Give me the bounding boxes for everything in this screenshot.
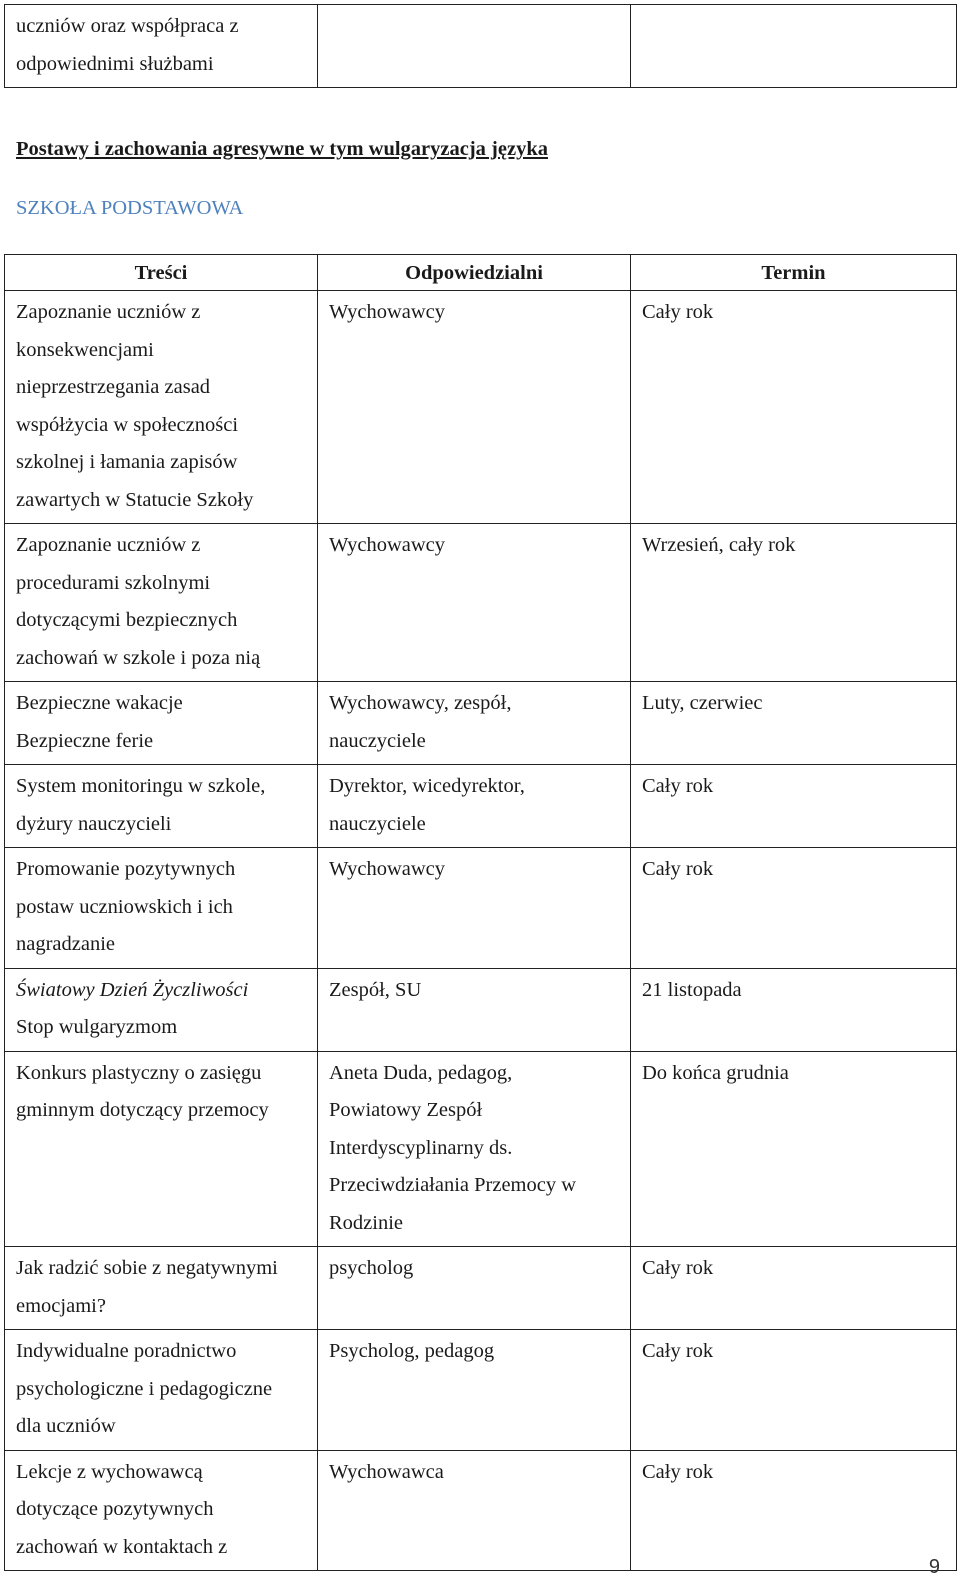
cell-line: gminnym dotyczący przemocy	[16, 1099, 269, 1121]
cell-line: Interdyscyplinarny ds.	[329, 1136, 513, 1159]
table-cell-odpowiedzialni	[318, 291, 631, 524]
cell-line: Wychowawcy	[329, 301, 446, 323]
cell-line: Wychowawcy	[329, 534, 446, 556]
table-cell-termin	[631, 765, 957, 848]
cell-line: Konkurs plastyczny o zasięgu	[16, 1061, 262, 1084]
cell-line: postaw uczniowskich i ich	[16, 895, 233, 918]
activities-table	[4, 254, 957, 1571]
cell-line: dotyczącymi bezpiecznych	[16, 609, 238, 631]
cell-line: Wychowawca	[329, 1460, 444, 1483]
cell-line: odpowiednimi służbami	[16, 52, 214, 75]
cell-line: zachowań w szkole i poza nią	[16, 646, 261, 669]
table-cell-termin	[631, 1330, 957, 1451]
cell-line: Wychowawcy	[329, 858, 446, 880]
cell-line: nagradzanie	[16, 933, 116, 955]
table-row	[5, 1330, 957, 1451]
table-row	[5, 291, 957, 524]
cell-line: dyżury nauczycieli	[16, 812, 172, 835]
table-cell-odpowiedzialni	[318, 1247, 631, 1330]
page-number: 9	[928, 1556, 940, 1578]
cell-line: Cały rok	[642, 1340, 714, 1362]
table-cell-odpowiedzialni	[318, 968, 631, 1051]
cell-line: psychologiczne i pedagogiczne	[16, 1377, 273, 1400]
column-header-tresci: Treści	[5, 255, 318, 291]
table-cell-tresci	[5, 848, 318, 969]
cell-line: nauczyciele	[329, 812, 426, 835]
table-cell-odpowiedzialni	[318, 848, 631, 969]
cell-line: nieprzestrzegania zasad	[16, 376, 211, 398]
table-cell-termin	[631, 1450, 957, 1571]
table-body	[5, 291, 957, 1571]
cell-line: Aneta Duda, pedagog,	[329, 1061, 513, 1084]
table-cell-tresci	[5, 1330, 318, 1451]
table-cell-tresci	[5, 5, 318, 88]
cell-line: Zespół, SU	[329, 978, 422, 1001]
table-cell-termin	[631, 682, 957, 765]
table-cell-tresci	[5, 765, 318, 848]
table-cell-tresci	[5, 1051, 318, 1247]
cell-line: emocjami?	[16, 1294, 106, 1317]
table-header-row	[5, 255, 957, 291]
table-cell-tresci	[5, 291, 318, 524]
table-row	[5, 1247, 957, 1330]
table-cell-odpowiedzialni	[318, 1450, 631, 1571]
cell-line: Bezpieczne wakacje	[16, 692, 183, 714]
cell-line: Zapoznanie uczniów z	[16, 534, 201, 556]
table-row	[5, 682, 957, 765]
cell-line: współżycia w społeczności	[16, 413, 239, 436]
cell-line: Cały rok	[642, 858, 714, 880]
table-cell-odpowiedzialni	[318, 524, 631, 682]
cell-line: Światowy Dzień Życzliwości	[16, 978, 249, 1001]
table-row	[5, 524, 957, 682]
table-row	[5, 765, 957, 848]
table-cell-odpowiedzialni	[318, 765, 631, 848]
cell-line: dotyczące pozytywnych	[16, 1498, 214, 1520]
column-header-termin: Termin	[631, 255, 957, 291]
school-level-heading: SZKOŁA PODSTAWOWA	[16, 197, 244, 219]
cell-line: zawartych w Statucie Szkoły	[16, 488, 254, 511]
table-cell-termin	[631, 291, 957, 524]
cell-line: procedurami szkolnymi	[16, 571, 211, 594]
cell-line: Przeciwdziałania Przemocy w	[329, 1174, 577, 1196]
table-cell-odpowiedzialni	[318, 1051, 631, 1247]
cell-line: Wrzesień, cały rok	[642, 534, 796, 556]
table-cell-odpowiedzialni	[318, 682, 631, 765]
table-cell-termin	[631, 524, 957, 682]
cell-line: nauczyciele	[329, 729, 426, 752]
table-cell-termin	[631, 1051, 957, 1247]
table-row	[5, 968, 957, 1051]
table-cell-tresci	[5, 524, 318, 682]
table-row	[5, 848, 957, 969]
cell-line: uczniów oraz współpraca z	[16, 15, 239, 37]
table-row	[5, 5, 957, 88]
cell-line: System monitoringu w szkole,	[16, 775, 266, 797]
cell-line: Indywidualne poradnictwo	[16, 1340, 237, 1362]
cell-line: Psycholog, pedagog	[329, 1340, 495, 1362]
cell-line: Luty, czerwiec	[642, 692, 763, 714]
column-header-odpowiedzialni: Odpowiedzialni	[318, 255, 631, 291]
cell-line: Dyrektor, wicedyrektor,	[329, 775, 525, 797]
cell-line: Powiatowy Zespół	[329, 1099, 483, 1121]
cell-line: Bezpieczne ferie	[16, 729, 154, 752]
cell-line: zachowań w kontaktach z	[16, 1535, 228, 1558]
cell-line: Cały rok	[642, 1460, 714, 1483]
table-cell-termin	[631, 1247, 957, 1330]
cell-line: Rodzinie	[329, 1211, 404, 1234]
cell-line: szkolnej i łamania zapisów	[16, 451, 238, 473]
table-cell-tresci	[5, 1247, 318, 1330]
cell-line: Do końca grudnia	[642, 1061, 789, 1084]
cell-line: Wychowawcy, zespół,	[329, 692, 512, 714]
cell-line: Cały rok	[642, 1257, 714, 1279]
table-row	[5, 1051, 957, 1247]
cell-line: Stop wulgaryzmom	[16, 1016, 178, 1038]
table-cell-odpowiedzialni	[318, 5, 631, 88]
table-cell-tresci	[5, 1450, 318, 1571]
table-cell-odpowiedzialni	[318, 1330, 631, 1451]
cell-line: Jak radzić sobie z negatywnymi	[16, 1257, 278, 1279]
continuation-table	[4, 4, 957, 88]
table-row	[5, 1450, 957, 1571]
table-cell-termin	[631, 968, 957, 1051]
cell-line: psycholog	[329, 1257, 414, 1279]
cell-line: konsekwencjami	[16, 338, 154, 361]
cell-line: 21 listopada	[642, 978, 742, 1001]
table-cell-tresci	[5, 682, 318, 765]
table-cell-termin	[631, 5, 957, 88]
cell-line: Zapoznanie uczniów z	[16, 301, 201, 323]
cell-line: Cały rok	[642, 301, 714, 323]
cell-line: dla uczniów	[16, 1415, 116, 1437]
cell-line: Lekcje z wychowawcą	[16, 1460, 203, 1483]
section-heading: Postawy i zachowania agresywne w tym wulgaryzacja języka	[16, 138, 548, 160]
table-cell-termin	[631, 848, 957, 969]
table-cell-tresci	[5, 968, 318, 1051]
cell-line: Promowanie pozytywnych	[16, 858, 236, 880]
cell-line: Cały rok	[642, 775, 714, 797]
